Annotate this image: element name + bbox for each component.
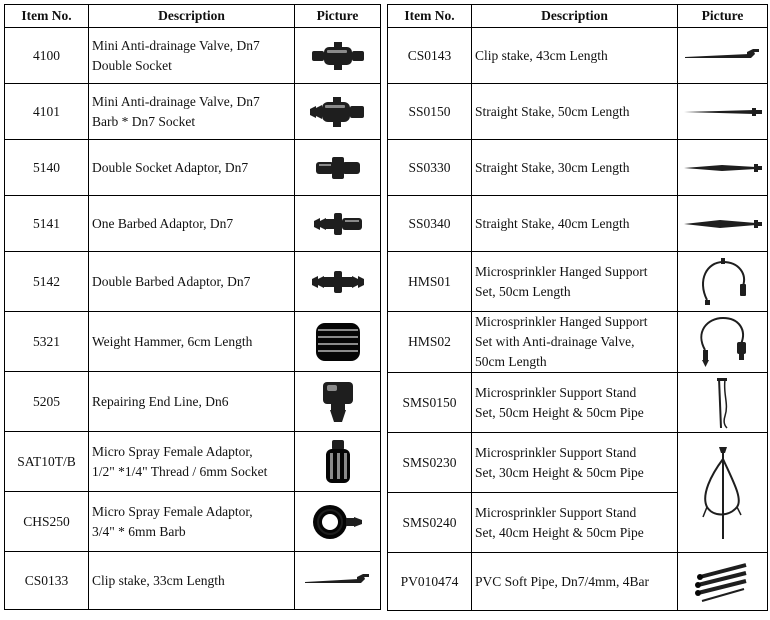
header-description: Description: [472, 5, 678, 28]
item-picture: [678, 433, 768, 553]
double-barbed-adaptor-icon: [308, 266, 368, 298]
table-row: [388, 252, 768, 312]
item-description: [472, 196, 678, 252]
table-row: [5, 312, 381, 372]
item-description: [472, 252, 678, 312]
item-description: [472, 84, 678, 140]
item-picture: [295, 432, 381, 492]
item-number: HMS02: [388, 312, 472, 373]
table-row: [5, 84, 381, 140]
table-row: [5, 432, 381, 492]
hanged-support-icon: [693, 256, 753, 308]
item-description: [472, 140, 678, 196]
item-number: SMS0150: [388, 373, 472, 433]
item-number: SS0150: [388, 84, 472, 140]
description-line: Micro Spray Female Adaptor,: [92, 443, 253, 459]
item-description: [89, 252, 295, 312]
female-adaptor-barb-icon: [310, 499, 366, 545]
support-stand-tripod-icon: [693, 445, 753, 541]
table-row: [388, 140, 768, 196]
description-line: 1/2" *1/4" Thread / 6mm Socket: [92, 463, 268, 479]
header-description: Description: [89, 5, 295, 28]
item-picture: [678, 252, 768, 312]
item-description: [472, 312, 678, 373]
description-line: Mini Anti-drainage Valve, Dn7: [92, 37, 260, 53]
description-line: PVC Soft Pipe, Dn7/4mm, 4Bar: [475, 573, 650, 589]
table-row: [388, 373, 768, 433]
item-number: 5140: [5, 140, 89, 196]
item-picture: [678, 373, 768, 433]
one-barbed-adaptor-icon: [308, 208, 368, 240]
pvc-soft-pipe-icon: [692, 559, 754, 605]
item-number: CS0143: [388, 28, 472, 84]
item-number: SS0340: [388, 196, 472, 252]
item-description: [472, 433, 678, 493]
item-description: [89, 28, 295, 84]
table-row: [5, 492, 381, 552]
item-number: SS0330: [388, 140, 472, 196]
catalog-table-left: [4, 4, 381, 610]
item-picture: [678, 553, 768, 611]
item-number: 5141: [5, 196, 89, 252]
item-description: [89, 372, 295, 432]
description-line: Microsprinkler Support Stand: [475, 444, 637, 460]
item-picture: [678, 140, 768, 196]
table-row: [388, 84, 768, 140]
clip-stake-icon: [683, 46, 763, 66]
anti-drainage-valve-icon: [308, 38, 368, 74]
item-number: SAT10T/B: [5, 432, 89, 492]
description-line: Set, 50cm Height & 50cm Pipe: [475, 404, 644, 420]
description-line: One Barbed Adaptor, Dn7: [92, 215, 234, 231]
description-line: Micro Spray Female Adaptor,: [92, 503, 253, 519]
table-row: [388, 28, 768, 84]
table-row: [5, 372, 381, 432]
item-description: [89, 312, 295, 372]
item-number: HMS01: [388, 252, 472, 312]
item-picture: [295, 28, 381, 84]
item-description: [89, 84, 295, 140]
item-picture: [678, 28, 768, 84]
table-row: [5, 28, 381, 84]
description-line: Mini Anti-drainage Valve, Dn7: [92, 93, 260, 109]
double-socket-adaptor-icon: [308, 152, 368, 184]
table-header-row: [388, 5, 768, 28]
item-number: SMS0240: [388, 493, 472, 553]
table-row: [5, 140, 381, 196]
item-number: PV010474: [388, 553, 472, 611]
item-number: SMS0230: [388, 433, 472, 493]
item-number: 4100: [5, 28, 89, 84]
end-line-plug-icon: [313, 378, 363, 426]
table-row: [5, 552, 381, 610]
table-row: [388, 553, 768, 611]
table-row: [5, 196, 381, 252]
catalog-table-right: [387, 4, 768, 611]
item-picture: [295, 252, 381, 312]
item-number: 4101: [5, 84, 89, 140]
item-picture: [295, 312, 381, 372]
support-stand-icon: [703, 376, 743, 430]
item-description: [89, 552, 295, 610]
item-number: CS0133: [5, 552, 89, 610]
table-row: [5, 252, 381, 312]
description-line: Microsprinkler Hanged Support: [475, 314, 648, 329]
item-number: 5321: [5, 312, 89, 372]
item-description: [472, 373, 678, 433]
description-line: Straight Stake, 50cm Length: [475, 103, 630, 119]
item-picture: [678, 196, 768, 252]
weight-hammer-icon: [310, 319, 366, 365]
item-picture: [295, 492, 381, 552]
header-picture: Picture: [295, 5, 381, 28]
item-picture: [295, 552, 381, 610]
straight-stake-icon: [682, 216, 764, 232]
header-picture: Picture: [678, 5, 768, 28]
item-picture: [678, 312, 768, 373]
item-picture: [295, 140, 381, 196]
item-number: 5205: [5, 372, 89, 432]
item-picture: [295, 372, 381, 432]
description-line: Double Socket: [92, 57, 172, 73]
description-line: Straight Stake, 40cm Length: [475, 215, 630, 231]
item-description: [89, 196, 295, 252]
description-line: Double Barbed Adaptor, Dn7: [92, 273, 251, 289]
clip-stake-icon: [303, 570, 373, 592]
description-line: Double Socket Adaptor, Dn7: [92, 159, 249, 175]
table-row: [388, 433, 768, 493]
anti-drainage-valve-barb-icon: [308, 94, 368, 130]
header-item-no: Item No.: [388, 5, 472, 28]
item-picture: [295, 196, 381, 252]
item-number: CHS250: [5, 492, 89, 552]
table-row: [388, 312, 768, 373]
item-description: [472, 493, 678, 553]
item-description: [472, 553, 678, 611]
item-description: [472, 28, 678, 84]
table-header-row: [5, 5, 381, 28]
item-picture: [295, 84, 381, 140]
description-line: Microsprinkler Support Stand: [475, 504, 637, 520]
description-line: Straight Stake, 30cm Length: [475, 159, 630, 175]
item-picture: [678, 84, 768, 140]
item-description: [89, 492, 295, 552]
header-item-no: Item No.: [5, 5, 89, 28]
straight-stake-icon: [682, 104, 764, 120]
straight-stake-icon: [682, 160, 764, 176]
item-number: 5142: [5, 252, 89, 312]
description-line: Barb * Dn7 Socket: [92, 113, 196, 129]
description-line: Clip stake, 43cm Length: [475, 47, 608, 63]
description-line: Clip stake, 33cm Length: [92, 572, 225, 588]
description-line: Repairing End Line, Dn6: [92, 393, 229, 409]
description-line: Set, 30cm Height & 50cm Pipe: [475, 464, 644, 480]
description-line: Set, 40cm Height & 50cm Pipe: [475, 524, 644, 540]
table-row: [388, 196, 768, 252]
item-description: [89, 432, 295, 492]
description-line: Set, 50cm Length: [475, 283, 571, 299]
description-line: Weight Hammer, 6cm Length: [92, 333, 253, 349]
item-description: [89, 140, 295, 196]
description-line: Set with Anti-drainage Valve,: [475, 334, 635, 349]
description-line: Microsprinkler Support Stand: [475, 384, 637, 400]
description-line: Microsprinkler Hanged Support: [475, 263, 648, 279]
description-line: 50cm Length: [475, 354, 547, 369]
description-line: 3/4" * 6mm Barb: [92, 523, 186, 539]
female-adaptor-thread-icon: [313, 437, 363, 487]
hanged-support-valve-icon: [693, 314, 753, 370]
